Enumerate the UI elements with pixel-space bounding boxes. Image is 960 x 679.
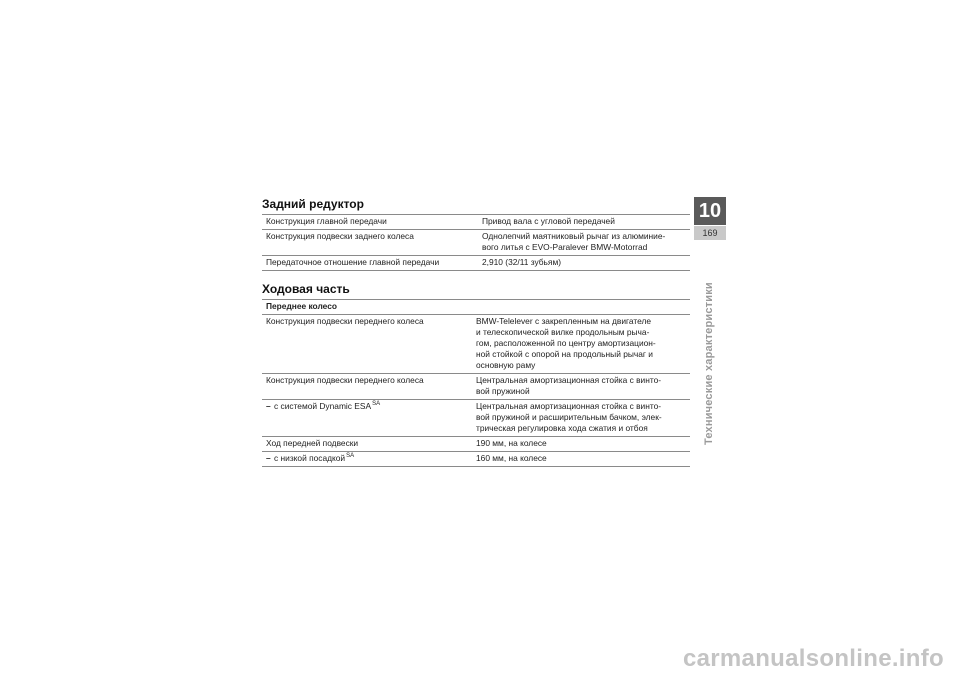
table-row (262, 400, 690, 437)
spec-value-line: ной стойкой с опорой на продольный рычаг и (476, 349, 653, 359)
table-row (262, 215, 690, 230)
chapter-number: 10 (694, 197, 726, 225)
spec-value-line: BMW-Telelever с закрепленным на двигателе (476, 316, 652, 326)
spec-value-line: вой пружиной (476, 386, 530, 396)
table-row (262, 374, 690, 400)
spec-value (476, 315, 690, 374)
spec-value-line: трическая регулировка хода сжатия и отбоя (476, 423, 648, 433)
spec-label: Конструкция подвески переднего колеса (262, 315, 476, 374)
sa-marker: SA (346, 453, 355, 459)
subsection-title: Переднее колесо (262, 300, 690, 315)
spec-value-line: и телескопической вилке продольным рыча- (476, 327, 650, 337)
chassis-table (262, 299, 690, 467)
spec-label-sub (262, 400, 476, 437)
subsection-header (262, 300, 690, 315)
spec-value-line: 190 мм, на колесе (476, 438, 547, 448)
spec-value (476, 400, 690, 437)
spec-value-line: 160 мм, на колесе (476, 453, 547, 463)
table-row (262, 230, 690, 256)
spec-value-line: вой пружиной и расширительным бачком, элек- (476, 412, 662, 422)
spec-label-text: с низкой посадкой (274, 453, 346, 463)
spec-value (482, 256, 690, 271)
dash-marker: – (266, 453, 271, 463)
sa-marker: SA (372, 401, 381, 407)
spec-label: Конструкция подвески переднего колеса (262, 374, 476, 400)
spec-value-line: Центральная амортизационная стойка с винто- (476, 375, 662, 385)
spec-value-line: 2,910 (32/11 зубьям) (482, 257, 562, 267)
spec-value-line: Центральная амортизационная стойка с винто- (476, 401, 662, 411)
spec-label-sub (262, 452, 476, 467)
page-number: 169 (694, 226, 726, 240)
chapter-side-title: Технические характеристики (703, 282, 715, 445)
spec-value (476, 374, 690, 400)
spec-value (482, 215, 690, 230)
spec-value (476, 452, 690, 467)
spec-value (476, 437, 690, 452)
spec-value-line: вого литья с EVO-Paralever BMW-Motorrad (482, 242, 648, 252)
table-row (262, 437, 690, 452)
spec-label-text: с системой Dynamic ESA (274, 401, 372, 411)
spec-value-line: основную раму (476, 360, 536, 370)
table-row (262, 256, 690, 271)
spec-value-line: Привод вала с угловой передачей (482, 216, 615, 226)
rear-drive-table (262, 214, 690, 271)
spec-label: Конструкция главной передачи (262, 215, 482, 230)
spec-value-line: Однолепчий маятниковый рычаг из алюминие- (482, 231, 666, 241)
table-row (262, 452, 690, 467)
spec-label: Конструкция подвески заднего колеса (262, 230, 482, 256)
dash-marker: – (266, 401, 271, 411)
spec-value (482, 230, 690, 256)
table-row (262, 315, 690, 374)
section-title-chassis: Ходовая часть (262, 282, 350, 296)
spec-label: Передаточное отношение главной передачи (262, 256, 482, 271)
watermark: carmanualsonline.info (682, 645, 944, 672)
spec-label: Ход передней подвески (262, 437, 476, 452)
spec-content (262, 197, 690, 467)
spec-value-line: гом, расположенной по центру амортизацион- (476, 338, 656, 348)
section-title-rear-drive: Задний редуктор (262, 197, 364, 211)
